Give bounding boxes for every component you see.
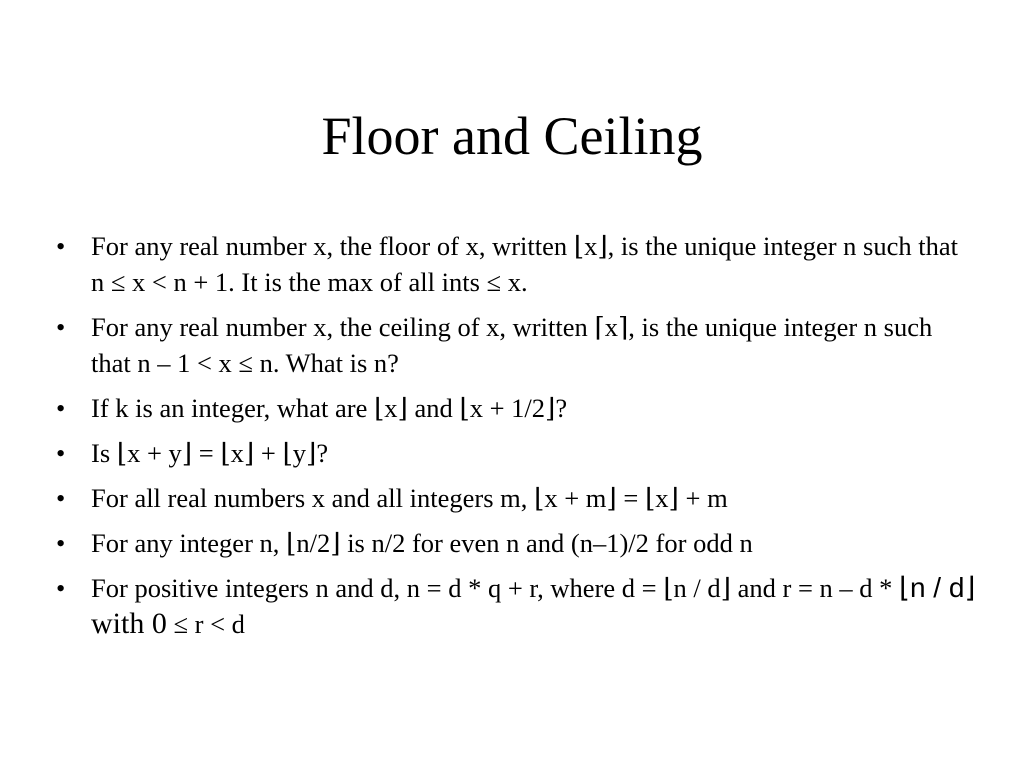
bullet-text: For any real number x, the ceiling of x, written ⌈x⌉, is the unique integer n such that n – 1 < x ≤ n. What is n? (91, 312, 933, 378)
bullet-integer-shift (56, 480, 976, 516)
bullet-icon: • (56, 231, 66, 261)
bullet-floor-definition (56, 228, 976, 300)
bullet-ceiling-definition (56, 309, 976, 381)
bullet-text-part-4: ≤ r < d (166, 609, 245, 639)
bullet-text: Is ⌊x + y⌋ = ⌊x⌋ + ⌊y⌋? (91, 438, 329, 468)
bullet-text: For all real numbers x and all integers m, ⌊x + m⌋ = ⌊x⌋ + m (91, 483, 728, 513)
bullet-text-part-1: For positive integers n and d, n = d * q + r, where d = ⌊n / d⌋ and r = n – d * (91, 573, 900, 603)
bullet-division-algorithm (56, 570, 976, 642)
bullet-text-part-3: with 0 (91, 607, 167, 640)
bullet-sum-question (56, 435, 976, 471)
bullet-icon: • (56, 438, 66, 468)
bullet-text-part-2: ⌊n / d⌋ (899, 572, 976, 603)
bullet-list (56, 228, 976, 651)
bullet-icon: • (56, 528, 66, 558)
bullet-icon: • (56, 483, 66, 513)
bullet-text: For any integer n, ⌊n/2⌋ is n/2 for even n and (n–1)/2 for odd n (91, 528, 753, 558)
bullet-icon: • (56, 573, 66, 603)
bullet-text: If k is an integer, what are ⌊x⌋ and ⌊x + 1/2⌋? (91, 393, 568, 423)
slide-title: Floor and Ceiling (321, 106, 703, 166)
bullet-text: For any real number x, the floor of x, written ⌊x⌋, is the unique integer n such that n ≤ x < n + 1. It is the max of all ints ≤ x. (91, 231, 958, 297)
bullet-integer-question (56, 390, 976, 426)
bullet-icon: • (56, 393, 66, 423)
bullet-half-floor (56, 525, 976, 561)
bullet-icon: • (56, 312, 66, 342)
